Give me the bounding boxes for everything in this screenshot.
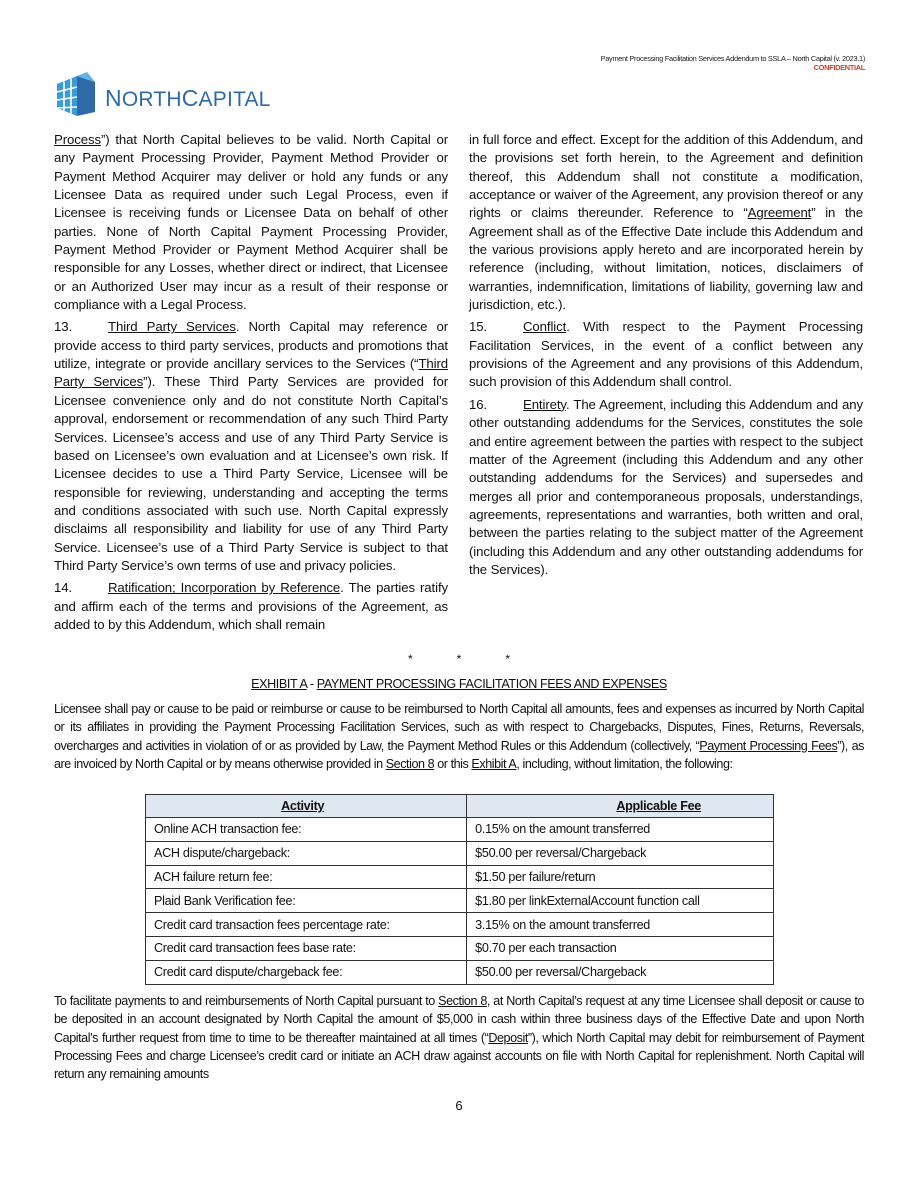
separator-star: *: [456, 652, 462, 666]
building-cube-icon: [55, 72, 97, 118]
defined-term: Agreement: [747, 205, 812, 221]
activity-cell: Credit card transaction fees base rate:: [146, 936, 467, 960]
activity-cell: Plaid Bank Verification fee:: [146, 889, 467, 913]
activity-cell: ACH failure return fee:: [146, 865, 467, 889]
activity-cell: Credit card transaction fees percentage rate:: [146, 913, 467, 937]
right-column: [469, 131, 863, 583]
activity-cell: Credit card dispute/chargeback fee:: [146, 960, 467, 984]
table-header-row: [146, 795, 774, 818]
left-column: [54, 131, 448, 638]
section-heading: Third Party Services: [108, 319, 236, 335]
section-13: 13. Third Party Services. North Capital may reference or provide access to third party services, products and promotions that utilize, integrate or provide ancillary services to the Services (“Third Party Services”). These Third Party Services are provided for Licensee convenience only and do not constitute North Capital’s approval, endorsement or recommendation of any such Third Party Services. Licensee’s access and use of any Third Party Service is based on Licensee’s own evaluation and at Licensee’s own risk. If Licensee decides to use a Third Party Service, Licensee will be responsible for reviewing, understanding and accepting the terms and conditions associated with such use. North Capital expressly disclaims all responsibility and liability for use of any Third Party Service. Licensee’s use of a Third Party Service is subject to that Third Party Service’s own terms of use and privacy policies.: [54, 319, 448, 573]
exhibit-intro-paragraph: Licensee shall pay or cause to be paid or reimburse or cause to be reimbursed to North Capital all amounts, fees and expenses as incurred by North Capital or its affiliates in providing the Payment Processing Facilitation Services, such as with respect to Chargebacks, Disputes, Fines, Returns, Reversals, overcharges and activities in violation of or as provided by Law, the Payment Method Rules or this Addendum (collectively, “Payment Processing Fees”), as are invoiced by North Capital or by means otherwise provided in Section 8 or this Exhibit A, including, without limitation, the following:: [54, 702, 864, 772]
fee-cell: $0.70 per each transaction: [467, 936, 774, 960]
defined-term: Third Party Services: [54, 356, 448, 390]
defined-term: Payment Processing Fees: [699, 738, 838, 753]
defined-term: Deposit: [488, 1030, 528, 1045]
separator-star: *: [407, 652, 413, 666]
activity-cell: ACH dispute/chargeback:: [146, 841, 467, 865]
table-row: [146, 865, 774, 889]
activity-cell: Online ACH transaction fee:: [146, 818, 467, 842]
section-8-reference: Section 8: [438, 994, 487, 1008]
logo-wordmark: NORTHCAPITAL: [105, 84, 271, 111]
section-14: 14. Ratification; Incorporation by Reference. The parties ratify and affirm each of the terms and provisions of the Agreement, as added to by this Addendum, which shall remain: [54, 580, 448, 632]
confidential-label: CONFIDENTIAL: [813, 63, 865, 72]
document-title: Payment Processing Facilitation Services Addendum to SSLA – North Capital (v. 2023.1): [600, 54, 865, 63]
deposit-paragraph: To facilitate payments to and reimbursements of North Capital pursuant to Section 8, at North Capital’s request at any time Licensee shall deposit or cause to be deposited in an account designated by North Capital the amount of $5,000 in cash within three business days of the Effective Date and upon North Capital’s further request from time to time to be thereafter maintained at all times (“Deposit”), which North Capital may debit for reimbursement of Payment Processing Fees and charge Licensee’s credit card or initiate an ACH draw against accounts on file with North Capital for replenishment. North Capital will return any remaining amounts: [54, 994, 864, 1082]
fees-table: [145, 794, 774, 985]
section-heading: Ratification; Incorporation by Reference: [108, 580, 341, 596]
fee-cell: $50.00 per reversal/Chargeback: [467, 960, 774, 984]
section-number: 15.: [469, 319, 488, 335]
north-capital-logo: [55, 72, 271, 118]
section-number: 13.: [54, 319, 73, 335]
defined-term: Process: [54, 132, 101, 147]
section-separator: [0, 652, 918, 666]
section-16: 16. Entirety. The Agreement, including this Addendum and any other outstanding addendums for the Services, constitutes the sole and entire agreement between the parties with respect to the subject matter of the Agreement (including this Addendum and any other outstanding addendums for the Services) and supersedes and merges all prior and contemporaneous proposals, understandings, agreements, representations and warranties, both written and oral, between the parties relating to the subject matter of the Agreement (including this Addendum and any other outstanding addendums for the Services).: [469, 396, 863, 577]
fee-cell: $1.50 per failure/return: [467, 865, 774, 889]
section-8-reference: Section 8: [385, 757, 435, 772]
column-header-activity: Activity: [146, 795, 467, 818]
fee-cell: 0.15% on the amount transferred: [467, 818, 774, 842]
column-header-applicable-fee: Applicable Fee: [467, 795, 774, 818]
fee-cell: $50.00 per reversal/Chargeback: [467, 841, 774, 865]
exhibit-title: EXHIBIT A - PAYMENT PROCESSING FACILITATION FEES AND EXPENSES: [251, 677, 667, 691]
section-14-continued: in full force and effect. Except for the addition of this Addendum, and the provisions set forth herein, to the Agreement and definition thereof, this Addendum shall not constitute a modification, acceptance or waiver of the Agreement, any provision thereof or any rights or claims thereunder. Reference to “Agreement” in the Agreement shall as of the Effective Date include this Addendum and the various provisions apply hereto and are incorporated herein by reference (including, without limitation, notices, disclaimers of warranties, indemnification, limitations of liability, governing law and jurisdiction, etc.).: [469, 132, 863, 313]
fee-cell: $1.80 per linkExternalAccount function call: [467, 889, 774, 913]
section-heading: Conflict: [523, 319, 567, 335]
section-number: 16.: [469, 396, 488, 412]
fee-cell: 3.15% on the amount transferred: [467, 913, 774, 937]
table-row: [146, 936, 774, 960]
table-row: [146, 841, 774, 865]
document-header: [601, 54, 865, 72]
separator-star: *: [505, 652, 510, 666]
section-heading: Entirety: [523, 396, 566, 412]
exhibit-a-reference: Exhibit A: [471, 757, 517, 772]
table-row: [146, 889, 774, 913]
section-15: 15. Conflict. With respect to the Payment Processing Facilitation Services, in the event of a conflict between any provisions of the Agreement and any provisions of this Addendum, such provision of this Addendum shall control.: [469, 319, 863, 390]
section-number: 14.: [54, 580, 73, 596]
table-row: [146, 960, 774, 984]
page-number: 6: [455, 1098, 463, 1113]
table-row: [146, 913, 774, 937]
table-row: [146, 818, 774, 842]
paragraph-legal-process: Process”) that North Capital believes to be valid. North Capital or any Payment Processing Provider, Payment Method Provider or Payment Method Acquirer may deliver or hold any funds or any Licensee Data as required under such Legal Process, even if Licensee is receiving funds or Licensee Data on behalf of other parties. None of North Capital Payment Processing Provider, Payment Method Provider or Payment Method Acquirer shall be responsible for any Losses, whether direct or indirect, that Licensee or an Authorized User may incur as a result of their response or compliance with a Legal Process.: [54, 132, 448, 313]
